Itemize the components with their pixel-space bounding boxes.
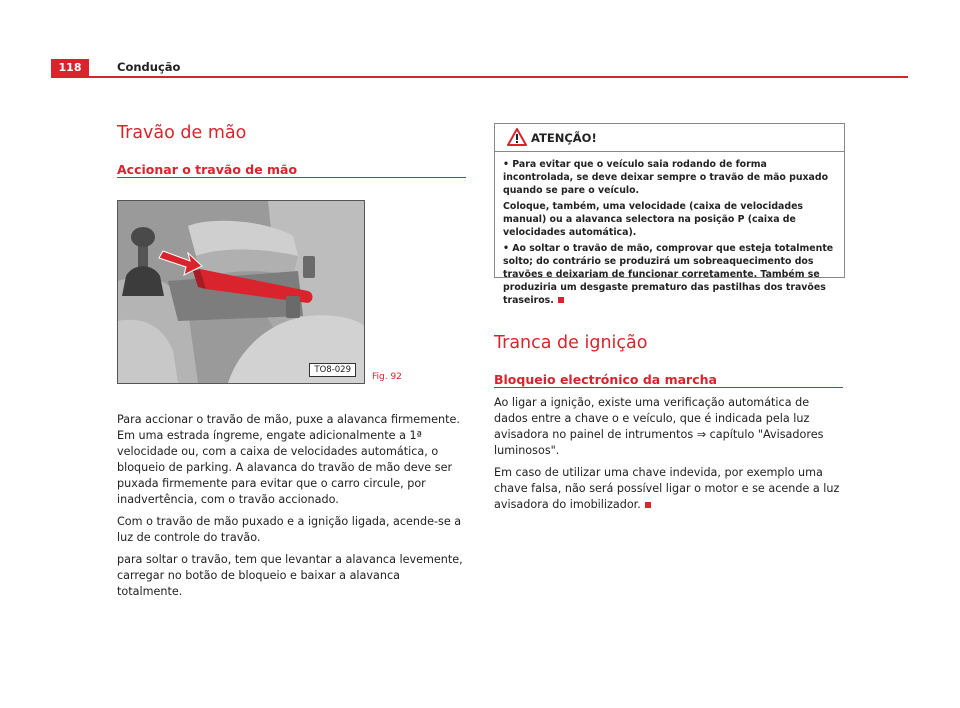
warning-box [494,123,845,306]
paragraph [494,465,844,513]
warning-paragraph-text: • Ao soltar o travão de mão, comprovar que esteja totalmente solto; do contrário se produzirá um sobreaquecimento dos travões e deixariam de funcionar corretamente. Também se produziria um desgaste prematuro das pastilhas dos travões traseiros. [503,243,834,306]
figure-label: Fig. 92 [372,372,402,382]
paragraph: Para accionar o travão de mão, puxe a alavanca firmemente. Em uma estrada íngreme, engate adicionalmente a 1ª velocidade ou, com a caixa de velocidades automática, o bloqueio de parking. A alavanca do travão de mão deve ser puxada firmemente para evitar que o carro circule, por inadvertência, com o travão accionado. [117,413,460,506]
warning-header [495,124,844,152]
section-title-handbrake: Travão de mão [117,123,247,143]
handbrake-body [117,412,467,606]
paragraph-text: Em caso de utilizar uma chave indevida, por exemplo uma chave falsa, não será possível ligar o motor e se acende a luz avisadora do imobilizador. [494,466,840,511]
page-number: 118 [51,59,89,77]
immobilizer-body [494,395,844,519]
chapter-title: Condução [117,60,181,74]
warning-paragraph: • Para evitar que o veículo saia rodando de forma incontrolada, se deve deixar sempre o travão de mão puxado quando se pare o veículo. [503,159,829,196]
paragraph: para soltar o travão, tem que levantar a alavanca levemente, carregar no botão de bloqueio e baixar a alavanca totalmente. [117,553,463,598]
warning-body [495,152,844,307]
paragraph: Ao ligar a ignição, existe uma verificação automática de dados entre a chave o e veículo, que é indicada pela luz avisadora no painel de intrumentos ⇒ capítulo "Avisadores luminosos". [494,396,824,457]
handbrake-illustration [118,201,364,383]
section-title-ignition: Tranca de ignição [494,333,648,353]
subsection-rule [494,387,843,388]
end-marker [645,502,651,508]
figure-code: TO8-029 [309,363,356,377]
warning-title: ATENÇÃO! [531,131,597,145]
header-rule [51,76,908,78]
warning-paragraph [503,242,836,307]
handbrake-figure [117,200,365,384]
warning-triangle-icon [507,128,527,146]
paragraph: Com o travão de mão puxado e a ignição ligada, acende-se a luz de controle do travão. [117,515,462,544]
subsection-title-immobilizer: Bloqueio electrónico da marcha [494,372,717,387]
subsection-rule [117,177,466,178]
warning-paragraph: Coloque, também, uma velocidade (caixa de velocidades manual) ou a alavanca selectora na posição P (caixa de velocidades automática). [503,201,804,238]
subsection-title-handbrake: Accionar o travão de mão [117,162,298,177]
end-marker [558,297,564,303]
